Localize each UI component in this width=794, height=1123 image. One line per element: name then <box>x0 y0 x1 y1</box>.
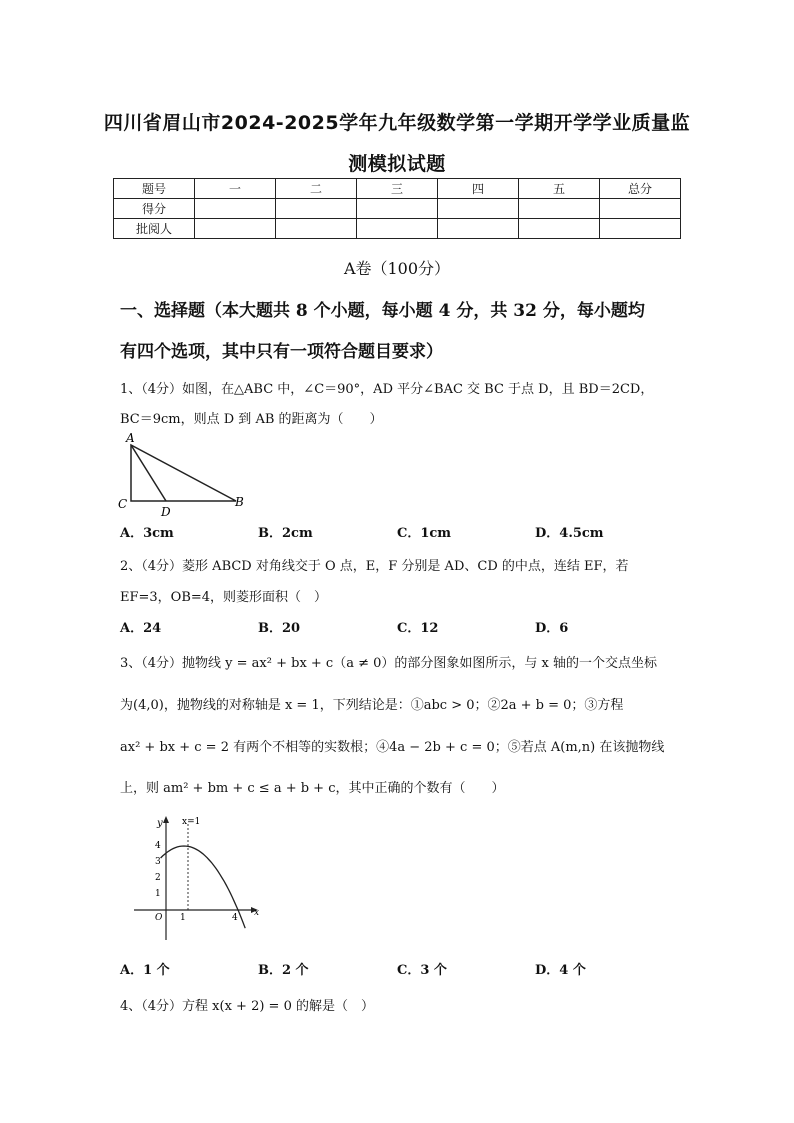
q3-text-line4: 上，则 am² + bm + c ≤ a + b + c，其中正确的个数有（ ） <box>120 781 505 796</box>
triangle-abc <box>131 445 236 501</box>
reviewer-cell <box>438 219 519 239</box>
table-header-cell: 总分 <box>600 179 681 199</box>
q3-text-line1: 3、（4分）抛物线 y = ax² + bx + c（a ≠ 0）的部分图象如图所示，与 x 轴的一个交点坐标 <box>120 656 657 671</box>
reviewer-cell <box>195 219 276 239</box>
x-tick-4: 4 <box>232 913 238 923</box>
score-cell <box>600 199 681 219</box>
q3-text-line3: ax² + bx + c = 2 有两个不相等的实数根；④4a − 2b + c = 0；⑤若点 A(m,n) 在该抛物线 <box>120 740 665 755</box>
reviewer-cell <box>357 219 438 239</box>
part1-heading-line1: 一、选择题（本大题共 8 个小题，每小题 4 分，共 32 分，每小题均 <box>120 301 645 321</box>
reviewer-cell <box>276 219 357 239</box>
y-tick-3: 3 <box>155 857 161 867</box>
q2-option-b: B．20 <box>258 621 301 636</box>
q3-parabola-graph <box>128 812 268 947</box>
score-cell <box>519 199 600 219</box>
point-d-label: D <box>161 505 171 519</box>
q2-option-c: C．12 <box>397 621 439 636</box>
row-label: 得分 <box>114 199 195 219</box>
score-row <box>114 199 681 219</box>
x-axis-label: x <box>254 908 260 918</box>
table-header-cell: 五 <box>519 179 600 199</box>
bisector-ad <box>131 445 166 501</box>
paper-title-line2: 测模拟试题 <box>348 153 446 175</box>
table-header-cell: 二 <box>276 179 357 199</box>
symmetry-label: x=1 <box>182 817 201 827</box>
row-label: 批阅人 <box>114 219 195 239</box>
q2-text-line2: EF=3，OB=4，则菱形面积（ ） <box>120 590 328 605</box>
reviewer-row <box>114 219 681 239</box>
paper-title-line1: 四川省眉山市2024-2025学年九年级数学第一学期开学学业质量监 <box>103 112 691 134</box>
score-table-header-row <box>114 179 681 199</box>
section-a-heading: A卷（100分） <box>343 259 451 278</box>
y-tick-2: 2 <box>155 873 161 883</box>
q3-option-b: B．2 个 <box>258 963 309 978</box>
q2-text-line1: 2、（4分）菱形 ABCD 对角线交于 O 点，E，F 分别是 AD、CD 的中点，连结 EF，若 <box>120 559 629 574</box>
y-axis-arrow <box>163 816 169 823</box>
q3-option-c: C．3 个 <box>397 963 447 978</box>
part1-heading-line2: 有四个选项，其中只有一项符合题目要求） <box>120 342 443 362</box>
q1-option-d: D．4.5cm <box>535 526 604 541</box>
score-cell <box>438 199 519 219</box>
score-cell <box>357 199 438 219</box>
reviewer-cell <box>600 219 681 239</box>
reviewer-cell <box>519 219 600 239</box>
q1-triangle-figure <box>112 428 252 520</box>
y-tick-1: 1 <box>155 889 161 899</box>
q3-option-d: D．4 个 <box>535 963 586 978</box>
point-c-label: C <box>118 497 128 511</box>
table-header-cell: 三 <box>357 179 438 199</box>
table-header-cell: 四 <box>438 179 519 199</box>
q2-option-d: D．6 <box>535 621 569 636</box>
y-axis-label: y <box>157 818 163 829</box>
y-tick-4: 4 <box>155 841 161 851</box>
q1-option-b: B．2cm <box>258 526 313 541</box>
q4-text-line1: 4、（4分）方程 x(x + 2) = 0 的解是（ ） <box>120 999 374 1014</box>
q1-option-a: A．3cm <box>120 526 174 541</box>
point-b-label: B <box>235 495 244 509</box>
score-cell <box>276 199 357 219</box>
q2-option-a: A．24 <box>120 621 162 636</box>
score-table <box>113 178 681 239</box>
origin-label: O <box>155 913 163 923</box>
x-tick-1: 1 <box>180 913 186 923</box>
q1-option-c: C．1cm <box>397 526 452 541</box>
point-a-label: A <box>126 431 135 445</box>
table-header-cell: 题号 <box>114 179 195 199</box>
q1-text-line2: BC＝9cm，则点 D 到 AB 的距离为（ ） <box>120 412 383 427</box>
table-header-cell: 一 <box>195 179 276 199</box>
q3-text-line2: 为(4,0)，抛物线的对称轴是 x = 1，下列结论是：①abc > 0；②2a + b = 0；③方程 <box>120 698 624 713</box>
q3-option-a: A．1 个 <box>120 963 170 978</box>
q1-text-line1: 1、（4分）如图，在△ABC 中，∠C＝90°，AD 平分∠BAC 交 BC 于点 D，且 BD＝2CD， <box>120 382 654 397</box>
score-cell <box>195 199 276 219</box>
